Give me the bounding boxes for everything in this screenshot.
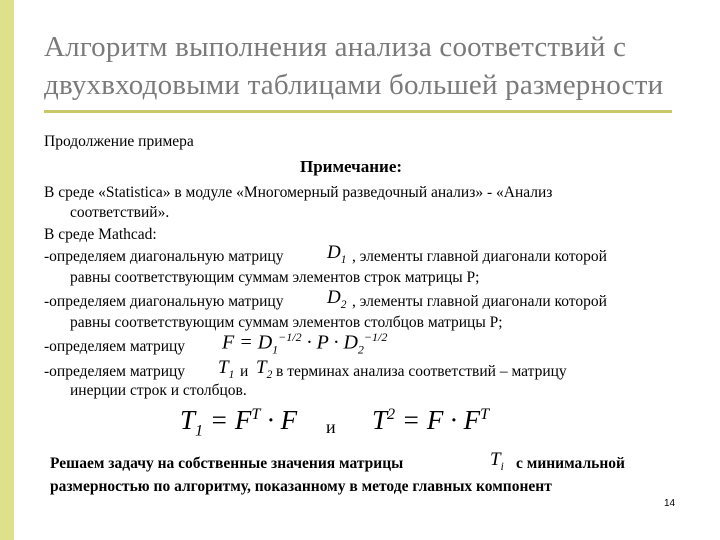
- solve-text-before: Решаем задачу на собственные значения матрицы: [50, 455, 404, 472]
- f-formula: $F = D_1^{-1/2} \cdot P \cdot D_2^{-1/2}$: [222, 330, 388, 357]
- t-text-before: -определяем матрицу: [44, 363, 186, 380]
- continuation-label: Продолжение примера: [44, 133, 194, 150]
- d1-symbol: $D_1$: [327, 242, 347, 266]
- t-text-after: в терминах анализа соответствий – матрицу: [276, 363, 567, 380]
- slide-title: [44, 28, 704, 104]
- d2-text-line-2: равны соответствующим суммам элементов столбцов матрицы P;: [70, 314, 503, 331]
- t1-symbol: $T_1$: [218, 357, 235, 381]
- title-line-1: Алгоритм выполнения анализа соответствий с: [44, 31, 627, 63]
- ti-symbol: $T_i$: [490, 449, 504, 473]
- d2-text-before: -определяем диагональную матрицу: [44, 293, 284, 310]
- left-accent-bar: [0, 0, 14, 540]
- d2-symbol: $D_2$: [327, 287, 347, 311]
- t-text-and: и: [240, 363, 249, 380]
- note-heading: Примечание:: [300, 157, 403, 176]
- solve-text-after: с минимальной: [516, 455, 625, 472]
- t2-symbol: $T_2$: [256, 357, 273, 381]
- d1-text-line-2: равны соответствующим суммам элементов строк матрицы P;: [70, 269, 480, 286]
- d1-text-after: , элементы главной диагонали которой: [352, 248, 607, 265]
- mathcad-label: В среде Mathcad:: [44, 226, 157, 243]
- statistica-text-line-2: соответствий».: [70, 204, 170, 221]
- t-text-line-2: инерции строк и столбцов.: [70, 382, 247, 399]
- title-underline: [44, 110, 672, 113]
- d2-text-after: , элементы главной диагонали которой: [352, 293, 607, 310]
- title-line-2: двухвходовыми таблицами большей размерности: [44, 69, 664, 101]
- solve-text-line-2: размерностью по алгоритму, показанному в методе главных компонент: [50, 478, 552, 495]
- formula-and: и: [326, 417, 336, 437]
- d1-text-before: -определяем диагональную матрицу: [44, 248, 284, 265]
- t2-formula: $T^2 = F \cdot F^T$: [372, 405, 490, 435]
- t1-formula: $T_1 = F^T \cdot F$: [180, 405, 298, 440]
- statistica-text-line-1: В среде «Statistica» в модуле «Многомерный разведочный анализ» - «Анализ: [44, 184, 553, 201]
- page-number: 14: [664, 498, 676, 509]
- f-text: -определяем матрицу: [44, 338, 186, 355]
